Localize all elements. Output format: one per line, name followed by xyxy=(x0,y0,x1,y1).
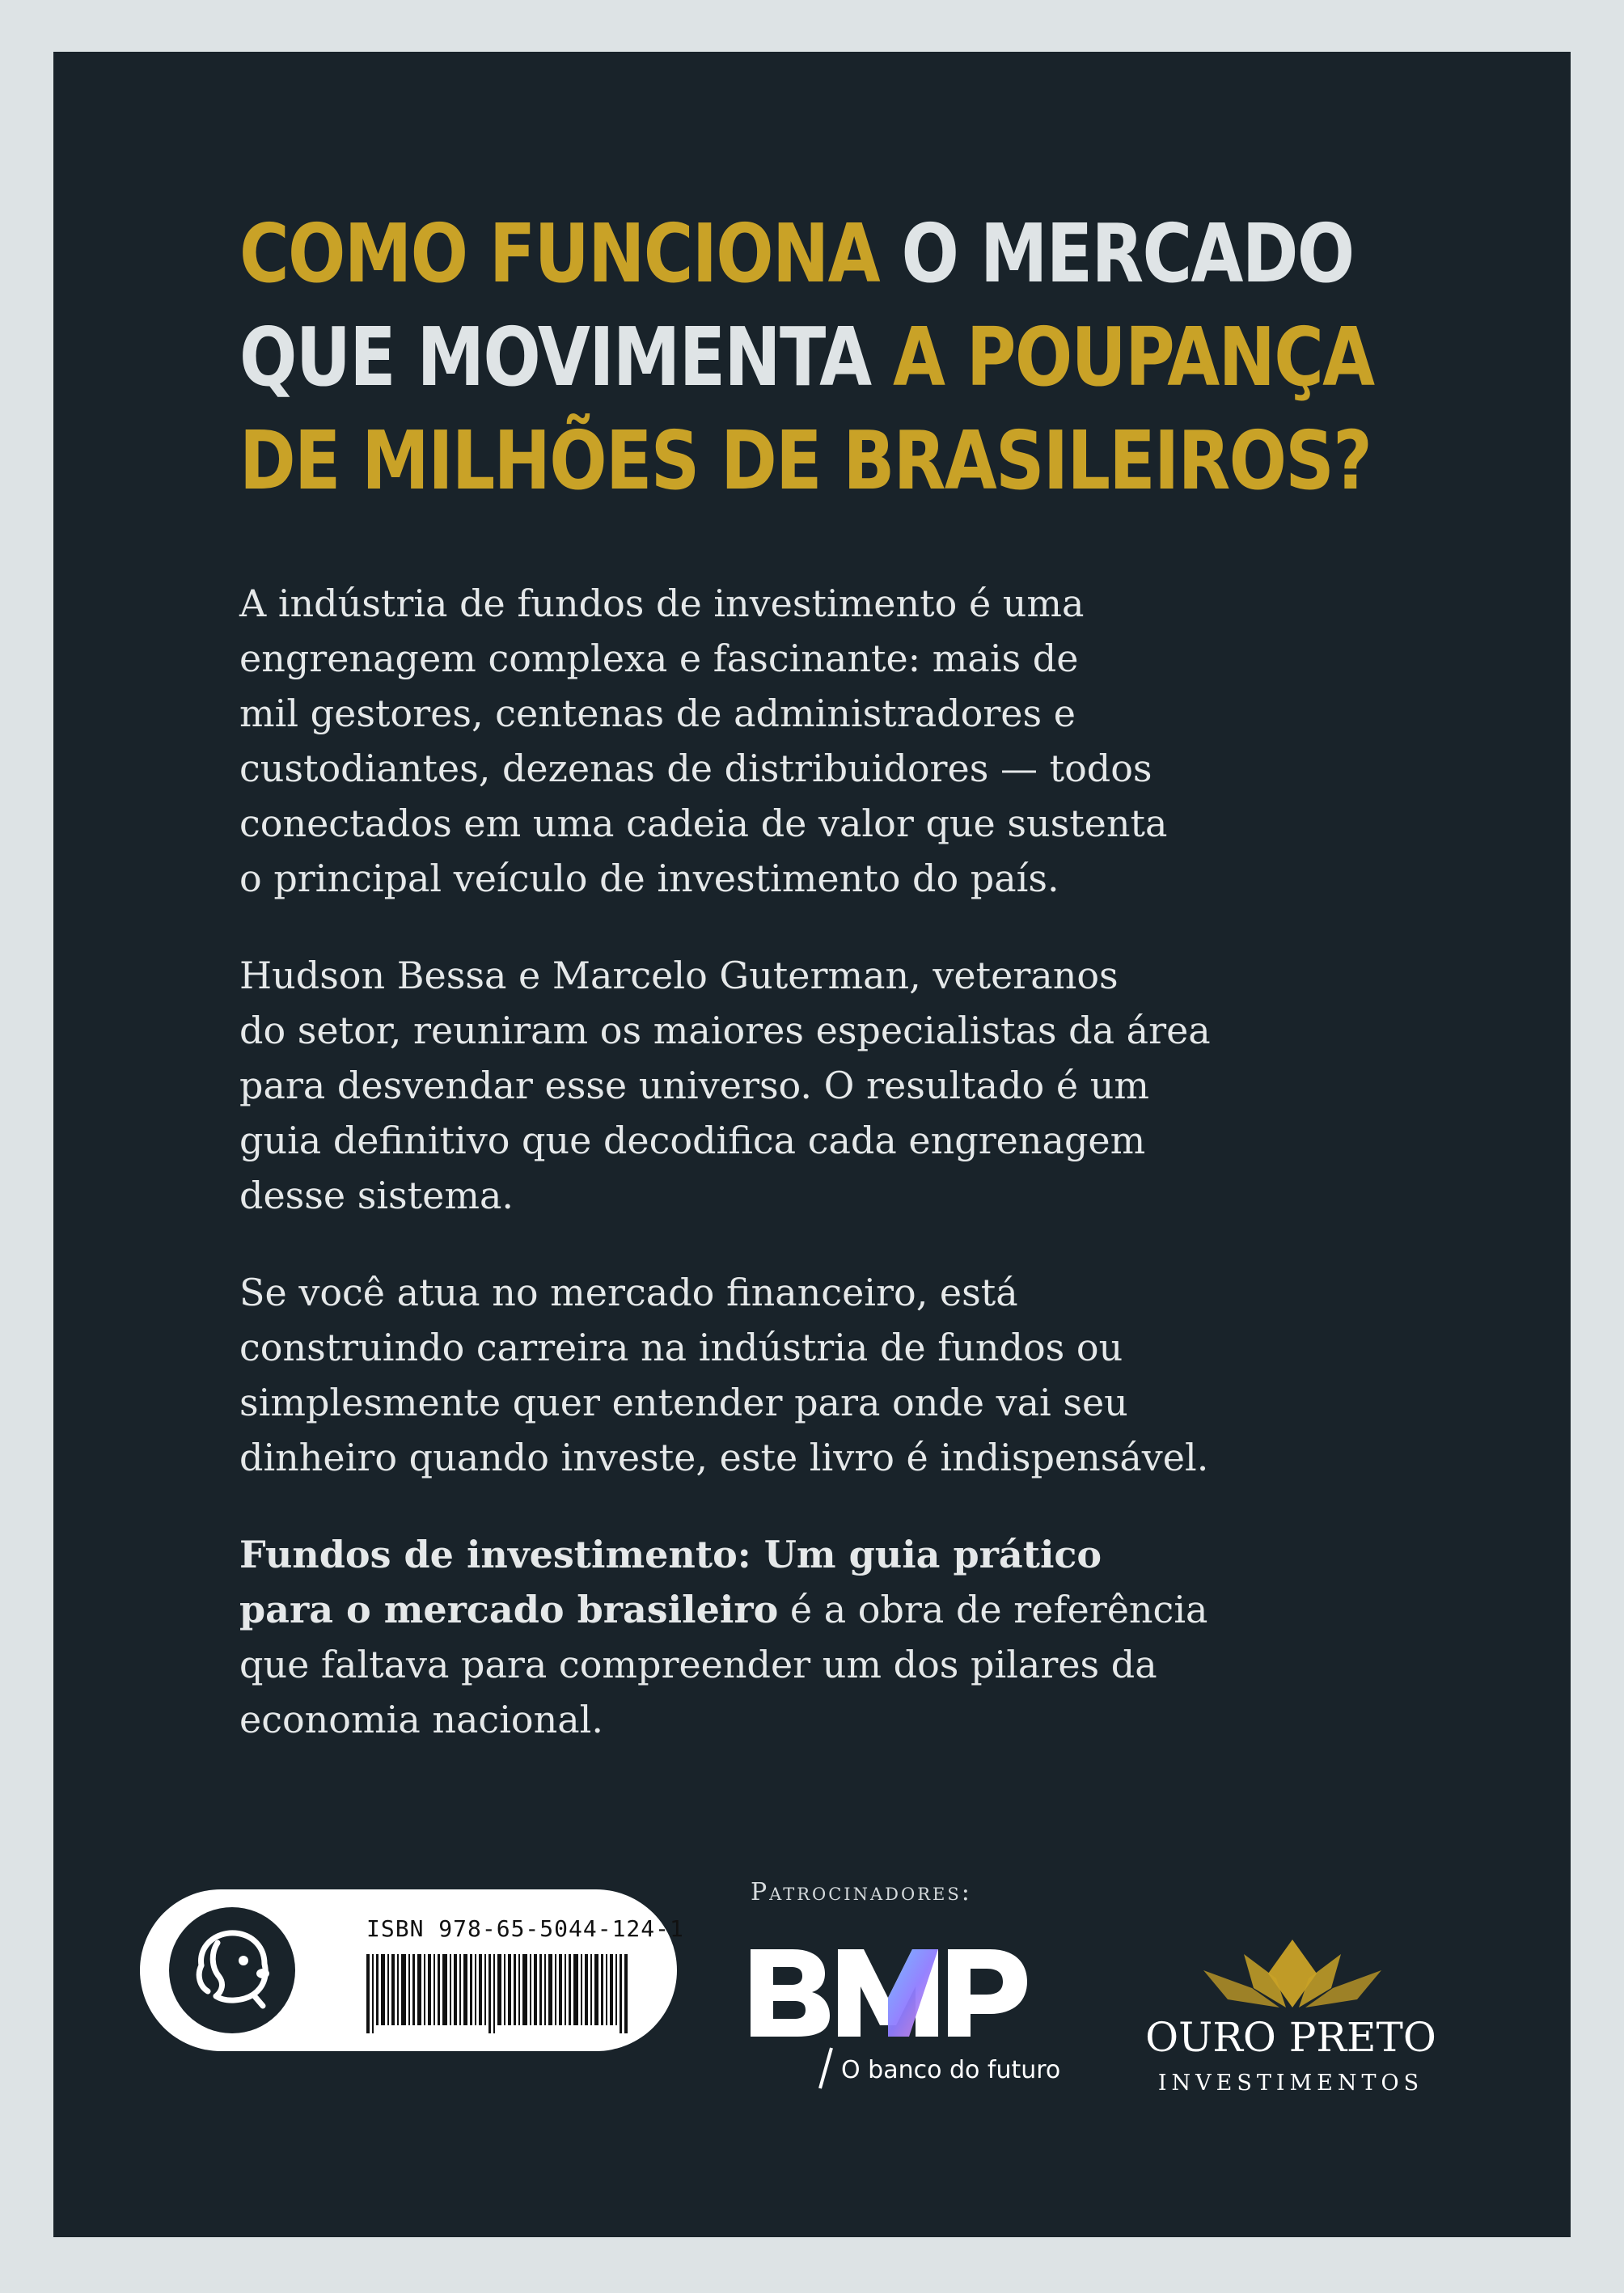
text-line xyxy=(239,1582,1323,1637)
headline-line-3: DE MILHÕES DE BRASILEIROS? xyxy=(239,413,1372,508)
text-line: mil gestores, centenas de administradores e xyxy=(239,692,1076,735)
bmp-tagline: O banco do futuro xyxy=(841,2056,1061,2084)
book-title-bold: para o mercado brasileiro xyxy=(239,1588,779,1631)
dog-icon xyxy=(169,1907,295,2033)
text-line: guia definitivo que decodifica cada engrenagem xyxy=(239,1119,1146,1162)
text-line: Hudson Bessa e Marcelo Guterman, veteranos xyxy=(239,954,1119,997)
blurb-paragraph-4 xyxy=(239,1527,1323,1747)
text-line: A indústria de fundos de investimento é uma xyxy=(239,582,1085,625)
text-line: construindo carreira na indústria de fundos ou xyxy=(239,1326,1123,1369)
sponsors-label: Patrocinadores: xyxy=(751,1878,972,1906)
text-line: custodiantes, dezenas de distribuidores — todos xyxy=(239,747,1152,790)
text-line: conectados em uma cadeia de valor que sustenta xyxy=(239,802,1168,845)
crown-icon xyxy=(1195,1938,1389,2011)
text-line: do setor, reuniram os maiores especialistas da área xyxy=(239,1009,1211,1052)
headline-line-2 xyxy=(239,306,1374,409)
slash-icon xyxy=(817,2046,835,2090)
headline-light-text: QUE MOVIMENTA xyxy=(239,310,871,404)
text-line: simplesmente quer entender para onde vai seu xyxy=(239,1381,1128,1424)
isbn-number: ISBN 978-65-5044-124-1 xyxy=(366,1915,684,1942)
ouro-preto-subtitle: INVESTIMENTOS xyxy=(1157,2071,1424,2096)
text-line: dinheiro quando investe, este livro é indispensável. xyxy=(239,1436,1209,1479)
headline-gold-text: COMO FUNCIONA xyxy=(239,206,879,301)
text-line: o principal veículo de investimento do país. xyxy=(239,857,1059,900)
blurb-paragraph-3 xyxy=(239,1265,1323,1485)
text-line: para desvendar esse universo. O resultado é um xyxy=(239,1064,1149,1107)
headline-light-text: O MERCADO xyxy=(878,206,1354,301)
text-line: economia nacional. xyxy=(239,1698,603,1741)
isbn-block xyxy=(140,1889,684,2051)
headline xyxy=(239,202,1374,513)
barcode xyxy=(366,1954,633,2033)
text-line: desse sistema. xyxy=(239,1174,514,1217)
blurb xyxy=(239,576,1323,1789)
blurb-paragraph-2 xyxy=(239,948,1323,1223)
text-line: engrenagem complexa e fascinante: mais de xyxy=(239,637,1079,680)
text-line: que faltava para compreender um dos pilares da xyxy=(239,1643,1157,1686)
headline-gold-text: A POUPANÇA xyxy=(870,310,1374,404)
bmp-logo xyxy=(751,1941,1042,2038)
blurb-paragraph-1 xyxy=(239,576,1323,906)
text-line: Se você atua no mercado financeiro, está xyxy=(239,1271,1018,1314)
book-title-bold: Fundos de investimento: Um guia prático xyxy=(239,1533,1102,1576)
headline-line-1 xyxy=(239,202,1354,306)
text-fragment: é a obra de referência xyxy=(778,1588,1208,1631)
ouro-preto-name: OURO PRETO xyxy=(1145,2014,1436,2061)
